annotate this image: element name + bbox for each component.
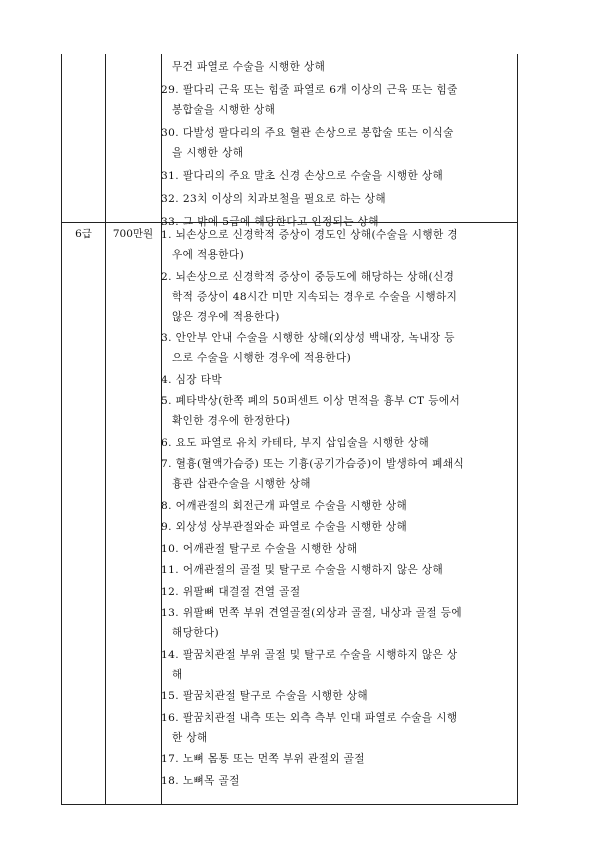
- injury-item: [161, 708, 515, 748]
- injury-item-line: 3. 안안부 안내 수술을 시행한 상해(외상성 백내장, 녹내장 등: [161, 332, 455, 344]
- injury-item: [161, 80, 515, 120]
- injury-item: [161, 433, 515, 453]
- injury-item-line: 해: [172, 668, 183, 681]
- injury-item-line: 확인한 경우에 한정한다): [172, 415, 291, 427]
- injury-item-line: 12. 위팔뼈 대결절 견열 골절: [161, 585, 301, 598]
- injury-item: [161, 645, 515, 685]
- injury-item-line: 11. 어깨관절의 골절 및 탈구로 수술을 시행하지 않은 상해: [161, 564, 444, 576]
- injury-item-line: 10. 어깨관절 탈구로 수술을 시행한 상해: [161, 542, 358, 555]
- injury-item: [161, 539, 515, 559]
- injury-item-line: 2. 뇌손상으로 신경학적 증상이 중등도에 해당하는 상해(신경: [161, 270, 455, 283]
- injury-item: [161, 603, 515, 643]
- injury-item-line: 32. 23치 이상의 치과보철을 필요로 하는 상해: [161, 193, 387, 205]
- injury-item-line: 않은 경우에 적용한다): [172, 310, 280, 323]
- injury-item-line: 33. 그 밖에 5급에 해당한다고 인정되는 상해: [161, 216, 379, 228]
- injury-item-line: 18. 노뼈목 골절: [161, 774, 240, 787]
- injury-item: [161, 57, 515, 77]
- injury-item: [161, 749, 515, 769]
- injury-item-line: 6. 요도 파열로 유치 카테타, 부지 삽입술을 시행한 상해: [161, 436, 430, 449]
- injury-item-line: 무건 파열로 수술을 시행한 상해: [172, 61, 326, 73]
- injury-item-line: 8. 어깨관절의 회전근개 파열로 수술을 시행한 상해: [161, 499, 408, 512]
- injury-item: [161, 686, 515, 706]
- injury-item-line: 9. 외상성 상부관절와순 파열로 수술을 시행한 상해: [161, 521, 408, 533]
- injury-item: [161, 582, 515, 602]
- injury-item-line: 5. 폐타박상(한쪽 폐의 50퍼센트 이상 면적을 흉부 CT 등에서: [161, 395, 461, 407]
- injury-item: [161, 496, 515, 516]
- injury-item-line: 30. 다발성 팔다리의 주요 혈관 손상으로 봉합술 또는 이식술: [161, 127, 454, 139]
- injury-item: [161, 517, 515, 537]
- injury-item: [161, 771, 515, 791]
- injury-item-line: 7. 혈흉(혈액가슴증) 또는 기흉(공기가슴증)이 발생하여 폐쇄식: [161, 458, 465, 470]
- injury-item-line: 29. 팔다리 근육 또는 힘줄 파열로 6개 이상의 근육 또는 힘줄: [161, 84, 458, 96]
- injury-item: [161, 391, 515, 431]
- injury-item: [161, 225, 515, 265]
- injury-item: [161, 166, 515, 186]
- injury-item-line: 해당한다): [172, 627, 220, 639]
- injury-item-line: 31. 팔다리의 주요 말초 신경 손상으로 수술을 시행한 상해: [161, 170, 444, 182]
- injury-item-line: 16. 팔꿈치관절 내측 또는 외측 측부 인대 파열로 수술을 시행: [161, 711, 458, 724]
- amount-cell: 700만원: [112, 228, 154, 240]
- injury-item-line: 한 상해: [172, 731, 208, 744]
- injury-item-line: 1. 뇌손상으로 신경학적 증상이 경도인 상해(수술을 시행한 경: [161, 229, 459, 241]
- injury-item-line: 우에 적용한다): [172, 249, 245, 261]
- injury-item-line: 15. 팔꿈치관절 탈구로 수술을 시행한 상해: [161, 690, 369, 702]
- injury-item: [161, 560, 515, 580]
- injury-item-line: 흉관 삽관수술을 시행한 상해: [172, 478, 311, 490]
- injury-item-line: 14. 팔꿈치관절 부위 골절 및 탈구로 수술을 시행하지 않은 상: [161, 648, 458, 661]
- injury-item: [161, 189, 515, 209]
- injury-item-line: 봉합술을 시행한 상해: [172, 104, 276, 116]
- injury-grade-table: [61, 54, 518, 805]
- injury-item: [161, 267, 515, 327]
- column-divider: [105, 54, 106, 804]
- injury-item-line: 13. 위팔뼈 먼쪽 부위 견열골절(외상과 골절, 내상과 골절 등에: [161, 607, 463, 619]
- injury-item-line: 을 시행한 상해: [172, 147, 244, 159]
- injury-item: [161, 454, 515, 494]
- injury-item: [161, 370, 515, 390]
- injury-item: [161, 328, 515, 368]
- injury-item-line: 으로 수술을 시행한 경우에 적용한다): [172, 352, 352, 364]
- grade-cell: 6급: [75, 228, 92, 240]
- injury-item-line: 17. 노뼈 몸통 또는 먼쪽 부위 관절외 골절: [161, 753, 365, 765]
- injury-item: [161, 123, 515, 163]
- injury-item-line: 학적 증상이 48시간 미만 지속되는 경우로 수술을 시행하지: [172, 290, 458, 303]
- injury-item-line: 4. 심장 타박: [161, 373, 222, 386]
